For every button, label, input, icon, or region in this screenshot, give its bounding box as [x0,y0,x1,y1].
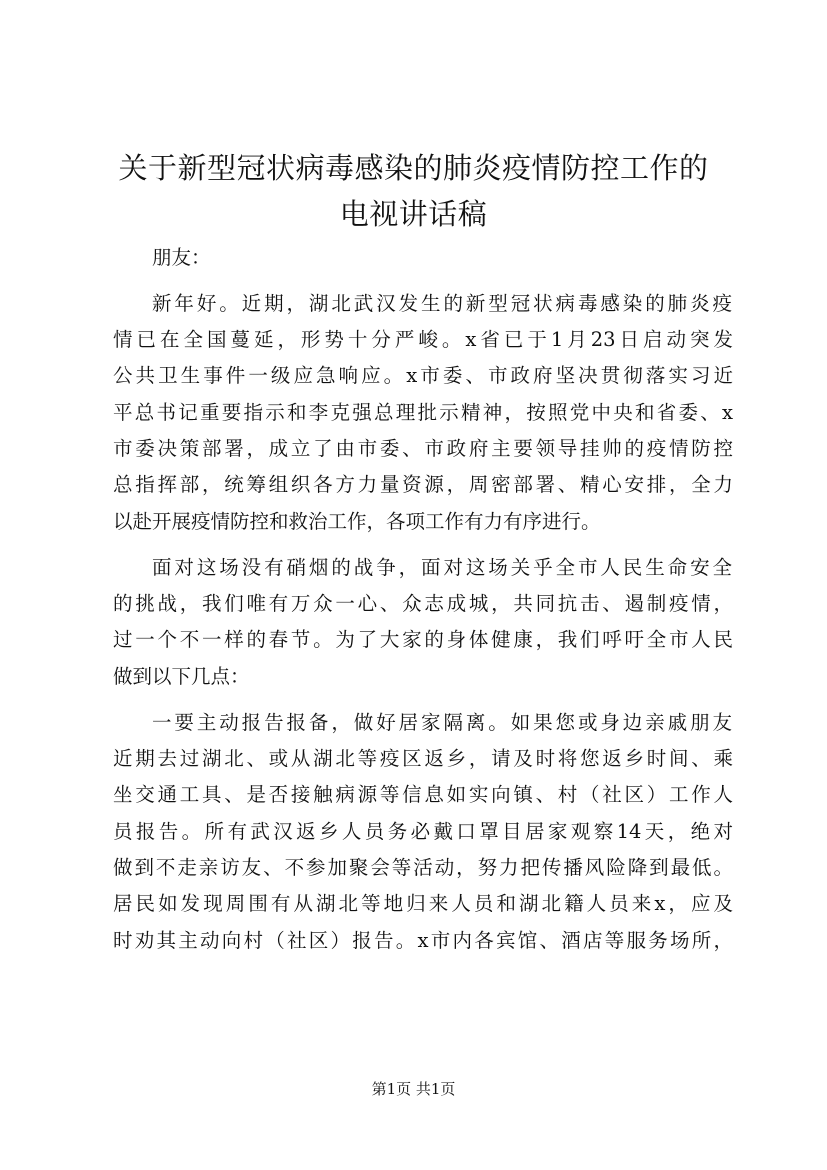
paragraph-line: 做到不走亲访友、不参加聚会等活动，努力把传播风险降到最低。 [113,856,733,879]
paragraph-line: 近期去过湖北、或从湖北等疫区返乡，请及时将您返乡时间、乘 [113,747,733,770]
paragraph-line: 员报告。所有武汉返乡人员务必戴口罩目居家观察14天，绝对 [113,820,733,843]
page-number-footer: 第1页 共1页 [371,1080,456,1098]
paragraph-line: 情已在全国蔓延，形势十分严峻。x省已于1月23日启动突发 [113,328,733,351]
document-title-line-2: 电视讲话稿 [339,197,488,231]
paragraph-line: 总指挥部，统筹组织各方力量资源，周密部署、精心安排，全力 [113,473,733,496]
paragraph-line: 新年好。近期，湖北武汉发生的新型冠状病毒感染的肺炎疫 [152,292,732,315]
document-title-line-1: 关于新型冠状病毒感染的肺炎疫情防控工作的 [118,151,709,185]
paragraph-line: 的挑战，我们唯有万众一心、众志成城，共同抗击、遏制疫情， [113,592,733,615]
paragraph-line: 做到以下几点： [113,665,250,688]
paragraph-line: 面对这场没有硝烟的战争，面对这场关乎全市人民生命安全 [152,556,732,579]
paragraph-line: 过一个不一样的春节。为了大家的身体健康，我们呼吁全市人民 [113,628,733,651]
salutation: 朋友： [152,246,211,269]
paragraph-line: 时劝其主动向村（社区）报告。x市内各宾馆、酒店等服务场所， [113,929,733,952]
paragraph-line: 一要主动报告报备，做好居家隔离。如果您或身边亲戚朋友 [152,711,732,734]
paragraph-line: 市委决策部署，成立了由市委、市政府主要领导挂帅的疫情防控 [113,437,733,460]
paragraph-line: 以赴开展疫情防控和救治工作，各项工作有力有序进行。 [113,510,601,533]
paragraph-line: 平总书记重要指示和李克强总理批示精神，按照党中央和省委、x [113,401,733,424]
paragraph-line: 公共卫生事件一级应急响应。x市委、市政府坚决贯彻落实习近 [113,364,733,387]
paragraph-line: 坐交通工具、是否接触病源等信息如实向镇、村（社区）工作人 [113,783,733,806]
paragraph-line: 居民如发现周围有从湖北等地归来人员和湖北籍人员来x，应及 [113,892,733,915]
